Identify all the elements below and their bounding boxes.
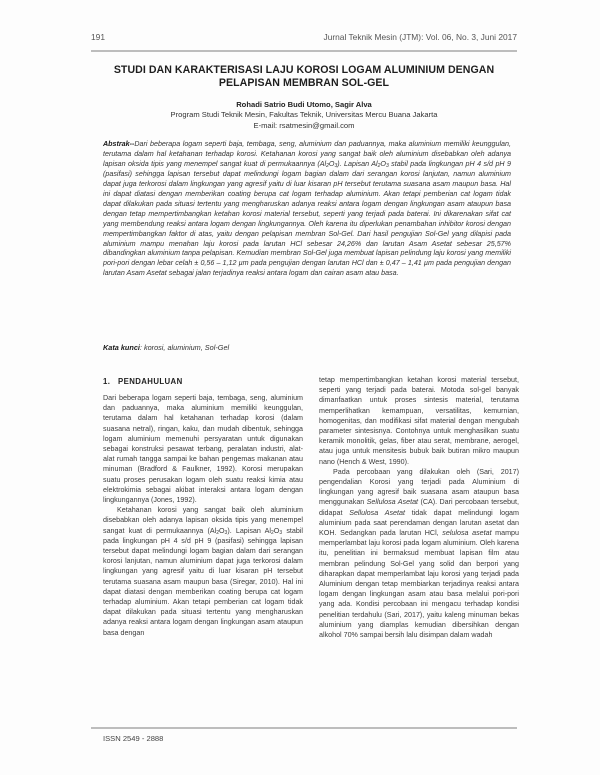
paper-title xyxy=(91,64,517,90)
paragraph-text: O xyxy=(218,526,225,535)
abstract-text: stabil pada lingkungan pH 4 s/d pH 9 (pasifasi) sehingga lapisan tersebut dapat melindungi logam bagian dalam dari serangan korosi lanjutan, namun aluminium dapat juga terkorosi dalam lingkungan yang agresif yaitu di luar kisaran pH tersebut terutama suasana asam maupun basa. Hal ini dapat diatasi dengan memberikan coating berupa cat logam terhadap aluminium. Akan tetapi pemberian cat logam tidak dapat dilakukan pada situasi tertentu yang mengharuskan adanya reaksi antara logam dengan lingkungan asam ataupun basa dengan tetap mempertimbangkan ketahan korosi material tersebut, seperti yang terjadi pada baterai. Ini dikarenakan sifat cat yang membendung reaksi antara logam dengan lingkungannya. Oleh karena itu diperlukan penambahan inhibitor korosi dengan mempertimbangkan faktor di atas, yaitu dengan pelapisan membran Sol-Gel. Dari hasil pengujian Sol-Gel yang dilapisi pada aluminium mampu menahan laju korosi pada larutan HCl sebesar 24,26% dan larutan Asam Asetat sebesar 25,57% dibandingkan aluminium tanpa pelapisan. Kemudian membran Sol-Gel juga membuat lapisan pelindung laju korosi yang memiliki pori-pori dengan lebar celah ± 0,56 – 1,12 µm pada pengujian dengan larutan HCl dan ± 0,47 – 1,41 µm pada pengujian dengan larutan Asam Asetat sebagai jalan terjadinya reaksi antara logam dan cairan asam atau basa. xyxy=(103,159,511,278)
paragraph-text: stabil pada lingkungan pH 4 s/d pH 9 (pasifasi) sehingga lapisan tersebut dapat melindungi logam bagian dalam dari serangan korosi lanjutan, namun aluminium dapat juga terkorosi dalam lingkungan yang agresif yaitu di luar kisaran pH tersebut terutama suasana asam maupun basa (Siregar, 2010). Hal ini dapat diatasi dengan memberikan coating berupa cat logam terhadap aluminium. Akan tetapi pemberian cat logam tidak dapat dilakukan pada situasi tertentu yang mengharuskan adanya reaksi antara logam dengan lingkungan asam ataupun basa dengan xyxy=(103,526,303,637)
left-column xyxy=(103,393,303,638)
italic-term: selulosa asetat xyxy=(442,529,492,538)
title-line-1: STUDI DAN KARAKTERISASI LAJU KOROSI LOGAM ALUMINIUM DENGAN xyxy=(113,64,495,76)
right-column xyxy=(319,375,519,640)
paragraph: Dari beberapa logam seperti baja, tembaga, seng, aluminium dan paduannya, maka aluminium memiliki keunggulan, terutama dalam hal ketahanan terhadap korosi (dalam suasana netral), ringan, kaku, dan mudah dibentuk, sehingga logam aluminium memenuhi persyaratan untuk digunakan sebagai konstruksi pesawat terbang, peralatan industri, alat-alat rumah tangga sampai ke bahan pengemas makanan atau minuman (Bradford & Faulkner, 1992). Korosi merupakan suatu proses perusakan logam oleh suatu reaksi kimia atau elektrokimia sebagai akibat interaksi antara logam dengan lingkungannya (Jones, 1992). xyxy=(103,394,303,505)
subscript: 2 xyxy=(377,162,381,169)
paragraph-text: ). Lapisan Al xyxy=(227,526,272,535)
subscript: 2 xyxy=(326,162,329,169)
italic-term: Sellulosa Asetat xyxy=(366,498,419,507)
author-names: Rohadi Satrio Budi Utomo, Sagir Alva xyxy=(236,100,372,109)
paragraph-text: (CA). Dari percobaan tersebut, didapat xyxy=(319,498,519,517)
footer-rule xyxy=(91,727,517,729)
paragraph xyxy=(103,505,303,638)
section-heading: 1. PENDAHULUAN xyxy=(103,377,183,386)
paragraph-text: mampu memperlambat laju korosi pada logam aluminium. Oleh karena itu, penelitian ini bermaksud membuat lapisan film atau membran pelindung Sol-Gel yang solid dan berpori yang diharapkan dapat memperlambat laju korosi yang terjadi pada Aluminium dengan tetap membiarkan terjadinya reaksi antara logam dengan lingkungan asam atau basa melalui pori-pori yang ada. Kondisi percobaan ini mengacu terhadap kondisi penelitian terdahulu (Sari, 2017), yaitu kaleng minuman bekas aluminium yang diamplas kemudian dibersihkan dengan alkohol 70% sampai bersih lalu disimpan dalam wadah xyxy=(319,529,519,640)
subscript: 3 xyxy=(334,162,338,169)
abstract-text: O xyxy=(380,159,386,168)
header-rule xyxy=(91,50,517,52)
abstract-text: ). Lapisan Al xyxy=(337,159,378,168)
author-email[interactable]: E-mail: rsatmesin@gmail.com xyxy=(253,120,355,130)
paragraph-text: Ketahanan korosi yang sangat baik oleh aluminium disebabkan oleh adanya lapisan oksida tipis yang menempel sangat kuat di permukaannya (Al xyxy=(103,506,303,535)
keywords xyxy=(103,343,511,352)
paragraph: tetap mempertimbangkan ketahan korosi material tersebut, seperti yang terjadi pada baterai. Motoda sol-gel banyak dimanfaatkan untuk proses sintesis material, terutama memperlihatkan kemampuan, versatilitas, kemurnian, homogenitas, dan modifikasi sifat material dengan mengubah parameter sintesisnya. Contohnya untuk menghasilkan suatu keramik monolitik, gelas, fiber atau serat, membrane, aerogel, atau juga untuk mensitesis bubuk baik butiran mikro maupun nano (Hench & West, 1990). xyxy=(319,376,519,466)
subscript: 2 xyxy=(271,529,274,536)
abstract-text: Dari beberapa logam seperti baja, tembaga, seng, aluminium dan paduannya, maka aluminium memiliki keunggulan, terutama dalam hal ketahanan terhadap korosi. Ketahanan korosi yang sangat baik oleh aluminium disebabkan oleh adanya lapisan oksida tipis yang menempel sangat kuat di permukaannya (Al xyxy=(103,140,511,168)
journal-citation: Jurnal Teknik Mesin (JTM): Vol. 06, No. 3, Juni 2017 xyxy=(323,32,517,42)
title-line-2: PELAPISAN MEMBRAN SOL-GEL xyxy=(218,77,390,89)
issn-footer: ISSN 2549 - 2888 xyxy=(103,734,164,743)
italic-term: Sellulosa Asetat xyxy=(349,508,405,517)
author-block xyxy=(91,100,517,131)
author-affiliation: Program Studi Teknik Mesin, Fakultas Teknik, Universitas Mercu Buana Jakarta xyxy=(170,110,438,120)
paragraph-text: O xyxy=(273,526,280,535)
abstract-label: Abstrak-- xyxy=(103,140,135,148)
abstract xyxy=(103,140,511,279)
paragraph xyxy=(319,467,519,640)
keywords-label: Kata kunci xyxy=(103,343,140,352)
page-number: 191 xyxy=(91,32,105,42)
keywords-text: : korosi, aluminium, Sol-Gel xyxy=(139,343,230,352)
subscript: 3 xyxy=(385,162,389,169)
paragraph-text: tidak dapat melindungi logam aluminium pada saat perendaman dengan larutan asetat dan KOH. Sedangkan pada larutan HCl, xyxy=(319,508,519,538)
paragraph-text: Pada percobaan yang dilakukan oleh (Sari, 2017) pengendalian Korosi yang terjadi pada Aluminium di lingkungan yang agresif baik suasana asam ataupun basa menggunakan xyxy=(319,467,519,507)
subscript: 3 xyxy=(224,529,228,536)
running-header xyxy=(91,32,517,46)
subscript: 2 xyxy=(216,529,219,536)
abstract-text: O xyxy=(328,159,335,168)
subscript: 3 xyxy=(279,529,283,536)
